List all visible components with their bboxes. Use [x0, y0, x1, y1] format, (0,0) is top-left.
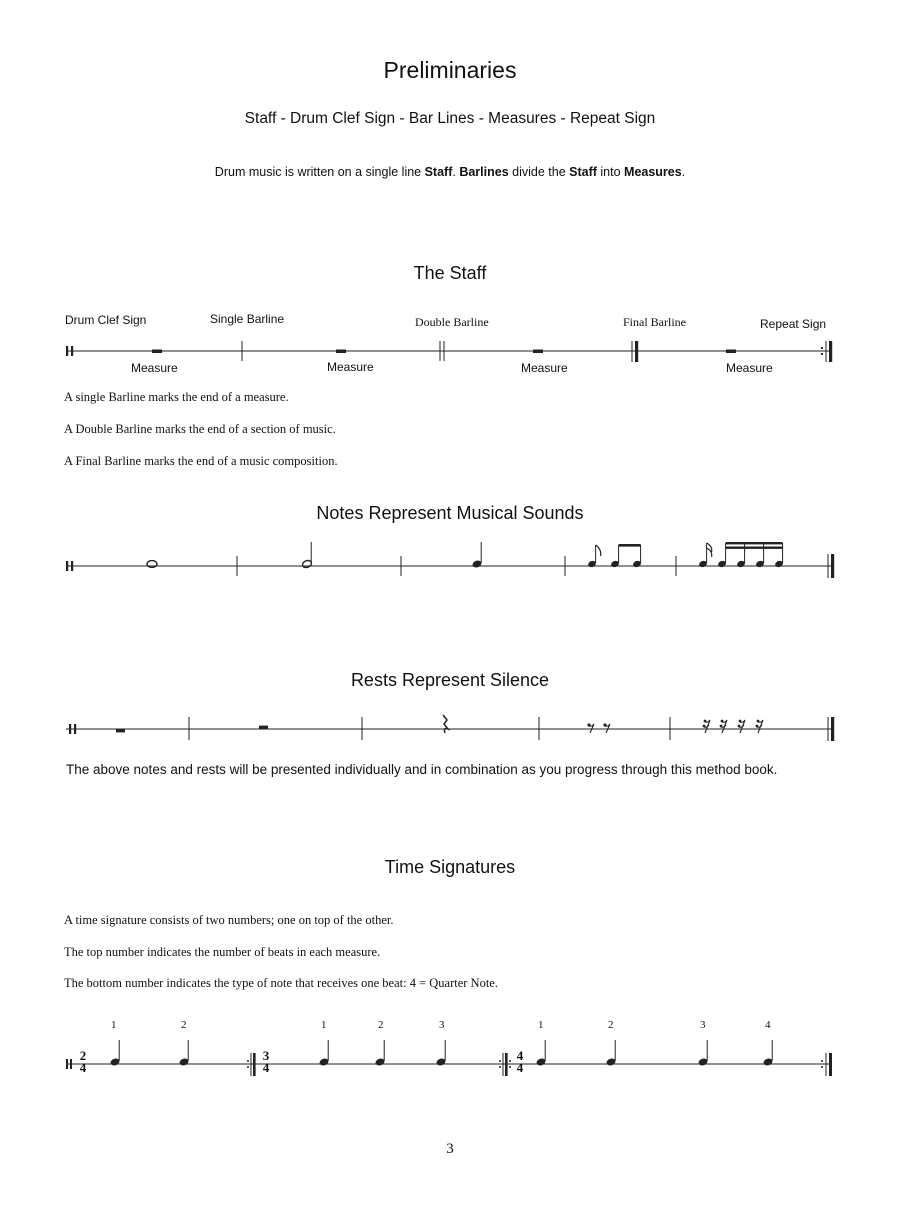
beat-count: 1: [321, 1019, 327, 1031]
time-line-3: The bottom number indicates the type of note that receives one beat: 4 = Quarter Note.: [64, 976, 498, 990]
rests-caption: The above notes and rests will be presented individually and in combination as you progress through this method book.: [66, 762, 778, 777]
quarter-note: [536, 1040, 547, 1067]
measure-rest-mark: [726, 350, 736, 354]
measure-label-3: Measure: [521, 361, 568, 375]
beat-count: 4: [765, 1019, 771, 1031]
beat-count: 3: [700, 1019, 706, 1031]
staff-heading: The Staff: [413, 263, 487, 283]
measure-label-1: Measure: [131, 361, 178, 375]
intro-sentence: Drum music is written on a single line Staff. Barlines divide the Staff into Measures.: [214, 165, 686, 179]
label-final-barline: Final Barline: [623, 315, 686, 329]
half-note: [302, 542, 313, 569]
time-sig-3-4: 3 4: [262, 1048, 270, 1075]
page-number: 3: [446, 1141, 454, 1157]
notes-heading: Notes Represent Musical Sounds: [316, 503, 584, 523]
barline-line-3: A Final Barline marks the end of a music composition.: [64, 454, 338, 468]
measure-rest-mark: [533, 350, 543, 354]
time-signatures-heading: Time Signatures: [384, 857, 516, 877]
time-signature-staff: [66, 1040, 832, 1076]
eighth-notes: [587, 544, 642, 568]
eighth-rests: [587, 723, 610, 733]
sixteenth-notes: [698, 542, 784, 568]
measure-label-2: Measure: [327, 360, 374, 374]
measure-rest-mark: [336, 350, 346, 354]
time-line-2: The top number indicates the number of beats in each measure.: [64, 945, 381, 959]
sixteenth-rests: [703, 720, 763, 733]
measure-rest-mark: [152, 350, 162, 354]
quarter-note: [436, 1040, 447, 1067]
time-line-1: A time signature consists of two numbers; one on top of the other.: [64, 913, 394, 927]
beat-count: 2: [608, 1019, 614, 1031]
quarter-note: [110, 1040, 121, 1067]
beat-count: 2: [181, 1019, 187, 1031]
time-sig-2-4: 2 4: [79, 1048, 87, 1075]
whole-rest: [116, 729, 125, 732]
beat-count: 2: [378, 1019, 384, 1031]
barline-line-2: A Double Barline marks the end of a section of music.: [64, 422, 336, 436]
staff-diagram: [66, 341, 832, 362]
beat-count: 3: [439, 1019, 445, 1031]
page-title: Preliminaries: [383, 57, 517, 83]
rests-staff: [66, 715, 834, 741]
quarter-note: [606, 1040, 617, 1067]
quarter-note: [375, 1040, 386, 1067]
notes-staff: [66, 542, 834, 578]
quarter-note: [472, 542, 483, 569]
time-sig-4-4: 4 4: [516, 1048, 524, 1075]
beat-count: 1: [111, 1019, 117, 1031]
quarter-note: [763, 1040, 774, 1067]
quarter-note: [698, 1040, 709, 1067]
label-drum-clef: Drum Clef Sign: [65, 313, 147, 327]
quarter-note: [319, 1040, 330, 1067]
quarter-rest: [443, 715, 448, 733]
page-subtitle: Staff - Drum Clef Sign - Bar Lines - Measures - Repeat Sign: [244, 110, 656, 127]
label-double-barline: Double Barline: [415, 315, 489, 329]
quarter-note: [179, 1040, 190, 1067]
beat-count: 1: [538, 1019, 544, 1031]
rests-heading: Rests Represent Silence: [350, 670, 550, 690]
half-rest: [259, 726, 268, 729]
barline-line-1: A single Barline marks the end of a measure.: [64, 390, 289, 404]
label-repeat-sign: Repeat Sign: [760, 317, 827, 331]
measure-label-4: Measure: [726, 361, 773, 375]
label-single-barline: Single Barline: [210, 312, 285, 326]
